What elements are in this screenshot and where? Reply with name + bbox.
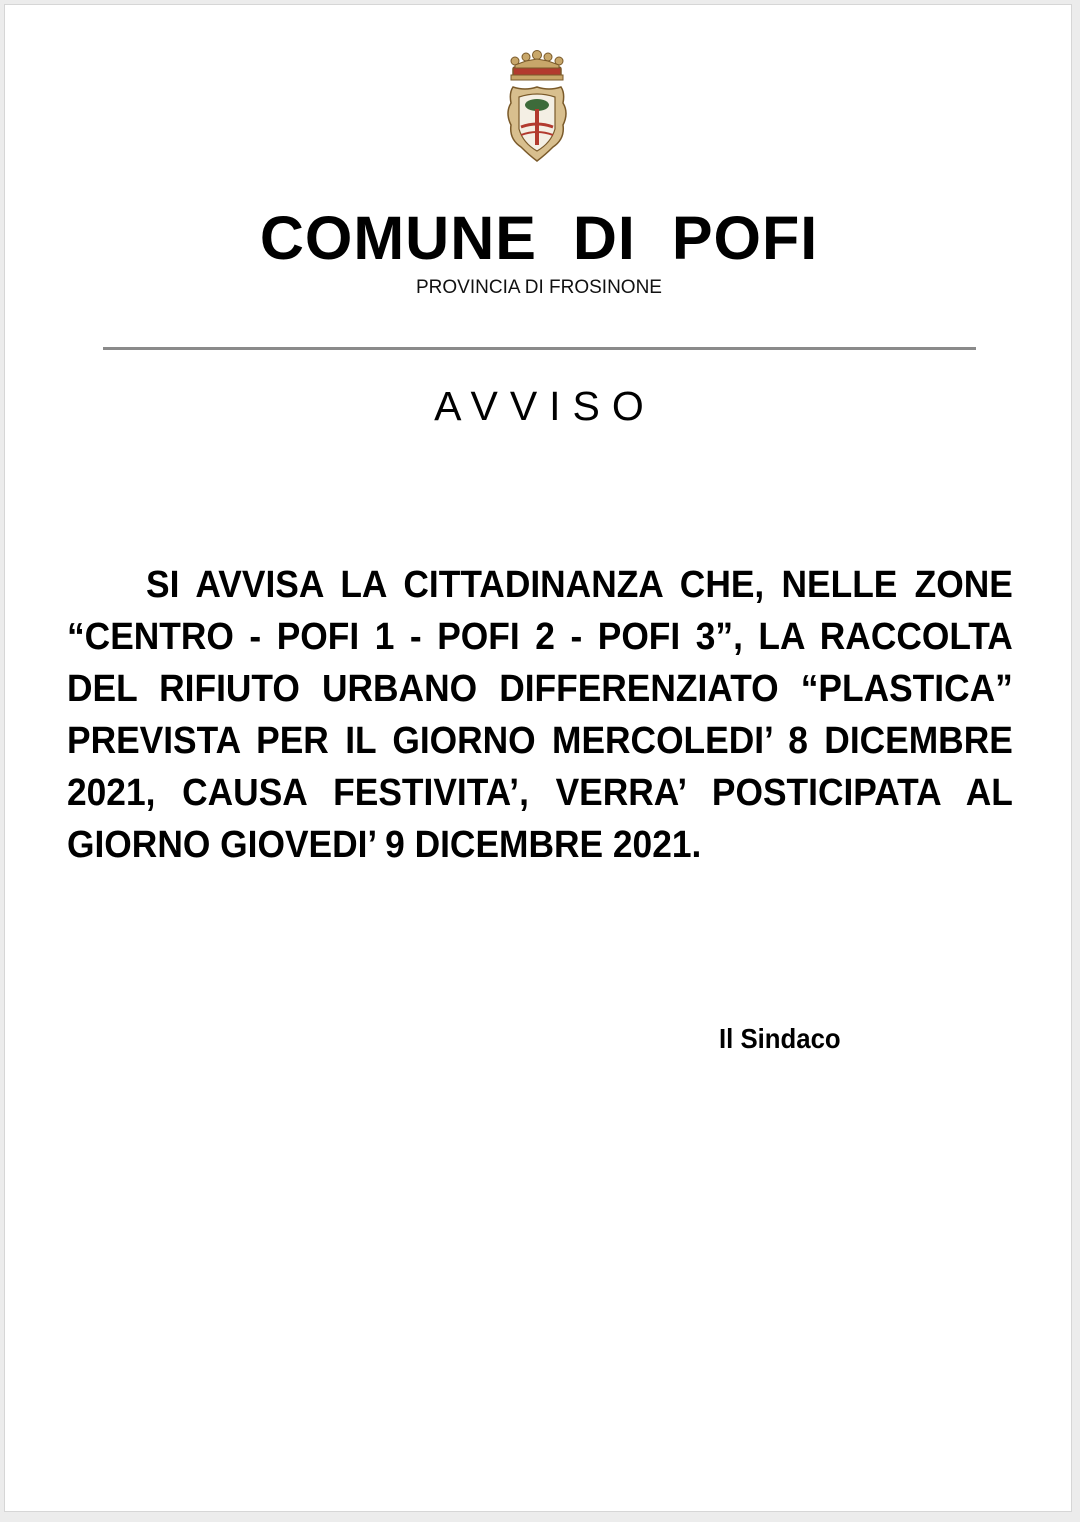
notice-body: SI AVVISA LA CITTADINANZA CHE, NELLE ZONE “CENTRO - POFI 1 - POFI 2 - POFI 3”, LA RACCOLTA DEL RIFIUTO URBANO DIFFERENZIATO “PLASTICA” PREVISTA PER IL GIORNO MERCOLEDI’ 8 DICEMBRE 2021, CAUSA FESTIVITA’, VERRA’ POSTICIPATA AL GIORNO GIOVEDI’ 9 DICEMBRE 2021. [67,564,1013,866]
crown-icon [511,51,563,81]
header-divider [103,347,976,350]
notice-heading: AVVISO [434,383,656,429]
shield-icon [508,87,566,161]
document-page [4,4,1072,1512]
municipality-title: COMUNE DI POFI [259,204,819,272]
province-subtitle: PROVINCIA DI FROSINONE [416,277,662,298]
coat-of-arms-icon [499,47,575,165]
signature: Il Sindaco [719,1023,841,1054]
